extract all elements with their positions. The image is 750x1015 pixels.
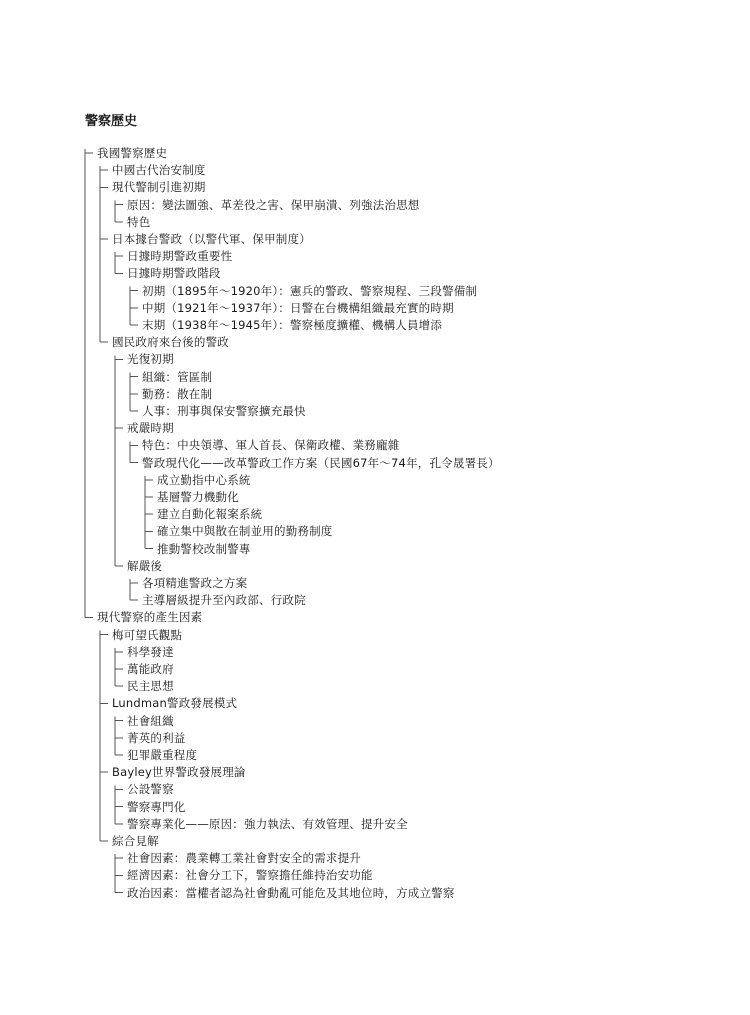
outline-item: 國民政府來台後的警政 — [112, 335, 229, 350]
outline-item: 菁英的利益 — [127, 730, 186, 745]
outline-item: 科學發達 — [127, 644, 174, 659]
outline-item: 經濟因素：社會分工下，警察擔任維持治安功能 — [127, 868, 373, 883]
outline-item: 初期（1895年～1920年）：憲兵的警政、警察規程、三段警備制 — [142, 283, 478, 298]
outline-item: 日據時期警政階段 — [127, 266, 221, 281]
outline-item: 政治因素：當權者認為社會動亂可能危及其地位時，方成立警察 — [127, 885, 455, 900]
outline-item: 戒嚴時期 — [127, 421, 174, 436]
outline-item: 基層警力機動化 — [157, 490, 239, 504]
outline-item: 確立集中與散在制並用的勤務制度 — [157, 524, 333, 539]
outline-item: Bayley世界警政發展理論 — [112, 765, 246, 780]
outline-item: 成立勤指中心系統 — [157, 472, 251, 487]
outline-item: 我國警察歷史 — [97, 146, 168, 160]
outline-item: 特色：中央領導、軍人首長、保衛政權、業務龐雜 — [142, 438, 400, 453]
outline-item: Lundman警政發展模式 — [112, 696, 238, 711]
outline-item: 萬能政府 — [127, 662, 174, 676]
outline-item: 日據時期警政重要性 — [127, 249, 233, 264]
outline-item: 社會組織 — [127, 713, 174, 728]
outline-item: 特色 — [127, 214, 151, 229]
outline-item: 警察專業化——原因：強力執法、有效管理、提升安全 — [127, 816, 408, 831]
outline-item: 組織：管區制 — [142, 369, 213, 384]
outline-item: 綜合見解 — [112, 834, 159, 848]
outline-item: 現代警察的產生因素 — [97, 610, 203, 625]
outline-item: 人事：刑事與保安警察擴充最快 — [142, 404, 306, 418]
outline-item: 末期（1938年～1945年）：警察極度擴權、機構人員增添 — [142, 318, 443, 332]
outline-item: 建立自動化報案系統 — [157, 507, 263, 522]
outline-item: 民主思想 — [127, 679, 174, 694]
outline-item: 原因：變法圖強、革差役之害、保甲崩潰、列強法治思想 — [127, 197, 420, 212]
outline-item: 中國古代治安制度 — [112, 163, 206, 178]
outline-item: 警政現代化——改革警政工作方案（民國67年～74年，孔令晟署長） — [142, 455, 500, 470]
page-title: 警察歷史 — [85, 114, 138, 129]
outline-item: 犯罪嚴重程度 — [127, 748, 198, 762]
outline-item: 解嚴後 — [127, 558, 163, 573]
outline-item: 社會因素：農業轉工業社會對安全的需求提升 — [127, 851, 361, 866]
outline-item: 推動警校改制警專 — [157, 541, 251, 556]
outline-item: 日本據台警政（以警代軍、保甲制度） — [112, 232, 311, 246]
outline-item: 各項精進警政之方案 — [142, 576, 248, 590]
outline-item: 勤務：散在制 — [142, 386, 213, 401]
outline-item: 中期（1921年～1937年）：日警在台機構組織最充實的時期 — [142, 300, 454, 315]
outline-item: 光復初期 — [127, 352, 174, 367]
outline-item: 梅可望氏觀點 — [112, 627, 183, 642]
outline-item: 公設警察 — [127, 782, 174, 797]
outline-item: 現代警制引進初期 — [112, 180, 206, 195]
outline-item: 警察專門化 — [127, 799, 186, 814]
outline-item: 主導層級提升至內政部、行政院 — [142, 593, 306, 608]
